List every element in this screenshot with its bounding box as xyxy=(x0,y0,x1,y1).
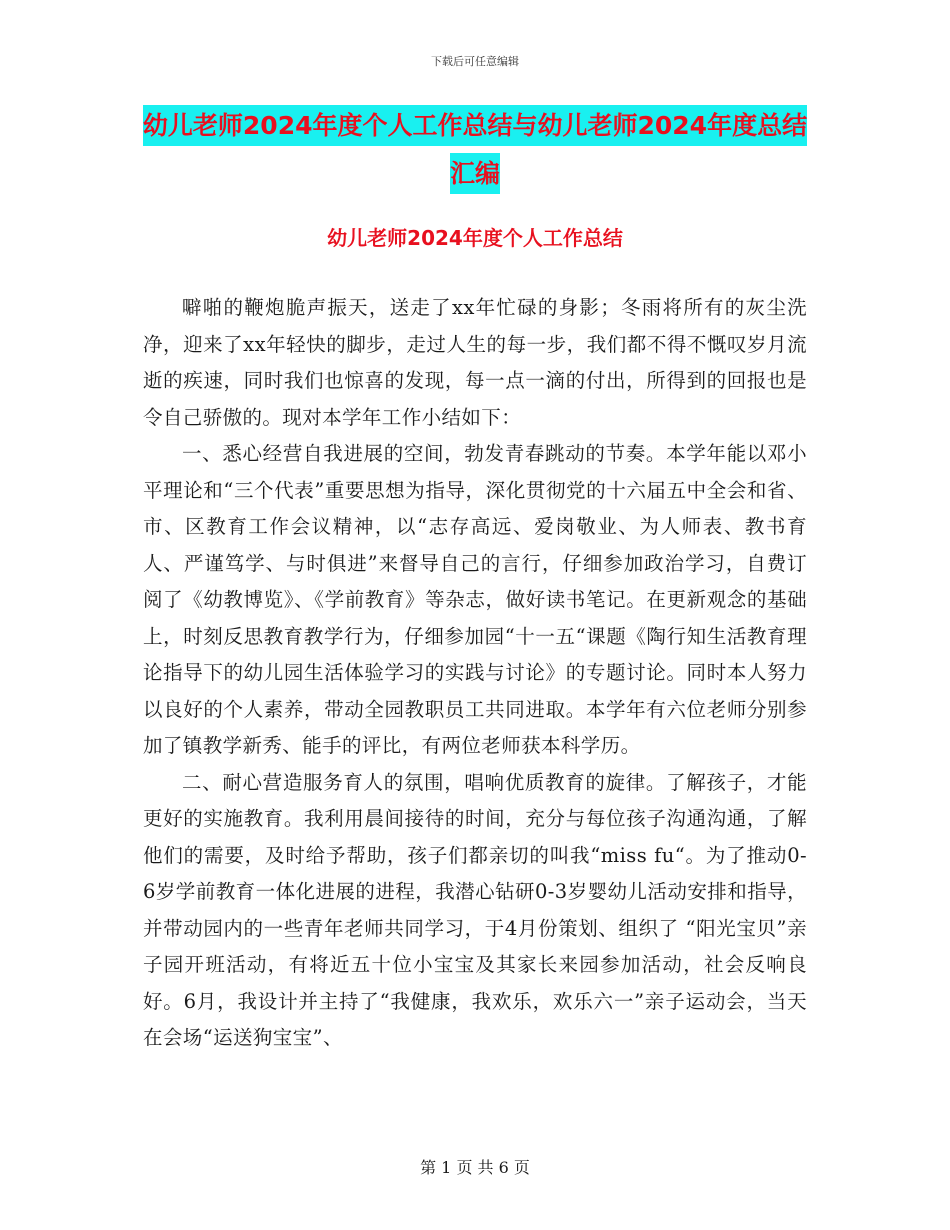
document-title-text: 幼儿老师2024年度个人工作总结与幼儿老师2024年度总结汇编 xyxy=(143,105,807,194)
paragraph-two: 二、耐心营造服务育人的氛围，唱响优质教育的旋律。了解孩子，才能更好的实施教育。我利用晨间接待的时间，充分与每位孩子沟通沟通，了解他们的需要，及时给予帮助，孩子们都亲切的叫我“miss fu“。为了推动0-6岁学前教育一体化进展的进程，我潜心钻研0-3岁婴幼儿活动安排和指导，并带动园内的一些青年老师共同学习，于4月份策划、组织了 “阳光宝贝”亲子园开班活动，有将近五十位小宝宝及其家长来园参加活动，社会反响良好。6月，我设计并主持了“我健康，我欢乐，欢乐六一”亲子运动会，当天在会场“运送狗宝宝”、 xyxy=(143,770,807,1049)
page-header-note: 下载后可任意编辑 xyxy=(431,55,519,68)
paragraph-one: 一、悉心经营自我进展的空间，勃发青春跳动的节奏。本学年能以邓小平理论和“三个代表”重要思想为指导，深化贯彻党的十六届五中全会和省、市、区教育工作会议精神，以“志存高远、爱岗敬业、为人师表、教书育人、严谨笃学、与时俱进”来督导自己的言行，仔细参加政治学习，自费订阅了《幼教博览》、《学前教育》等杂志，做好读书笔记。在更新观念的基础上，时刻反思教育教学行为，仔细参加园“十一五“课题《陶行知生活教育理论指导下的幼儿园生活体验学习的实践与讨论》的专题讨论。同时本人努力以良好的个人素养，带动全园教职员工共同进取。本学年有六位老师分别参加了镇教学新秀、能手的评比，有两位老师获本科学历。 xyxy=(143,442,807,757)
page-number-footer: 第 1 页 共 6 页 xyxy=(420,1158,530,1177)
section-title: 幼儿老师2024年度个人工作总结 xyxy=(327,226,623,250)
paragraph-intro: 噼啪的鞭炮脆声振天，送走了xx年忙碌的身影；冬雨将所有的灰尘洗净，迎来了xx年轻快的脚步，走过人生的每一步，我们都不得不慨叹岁月流逝的疾速，同时我们也惊喜的发现，每一点一滴的付出，所得到的回报也是令自己骄傲的。现对本学年工作小结如下： xyxy=(143,296,807,429)
document-title xyxy=(140,102,810,198)
document-body xyxy=(143,290,807,1057)
